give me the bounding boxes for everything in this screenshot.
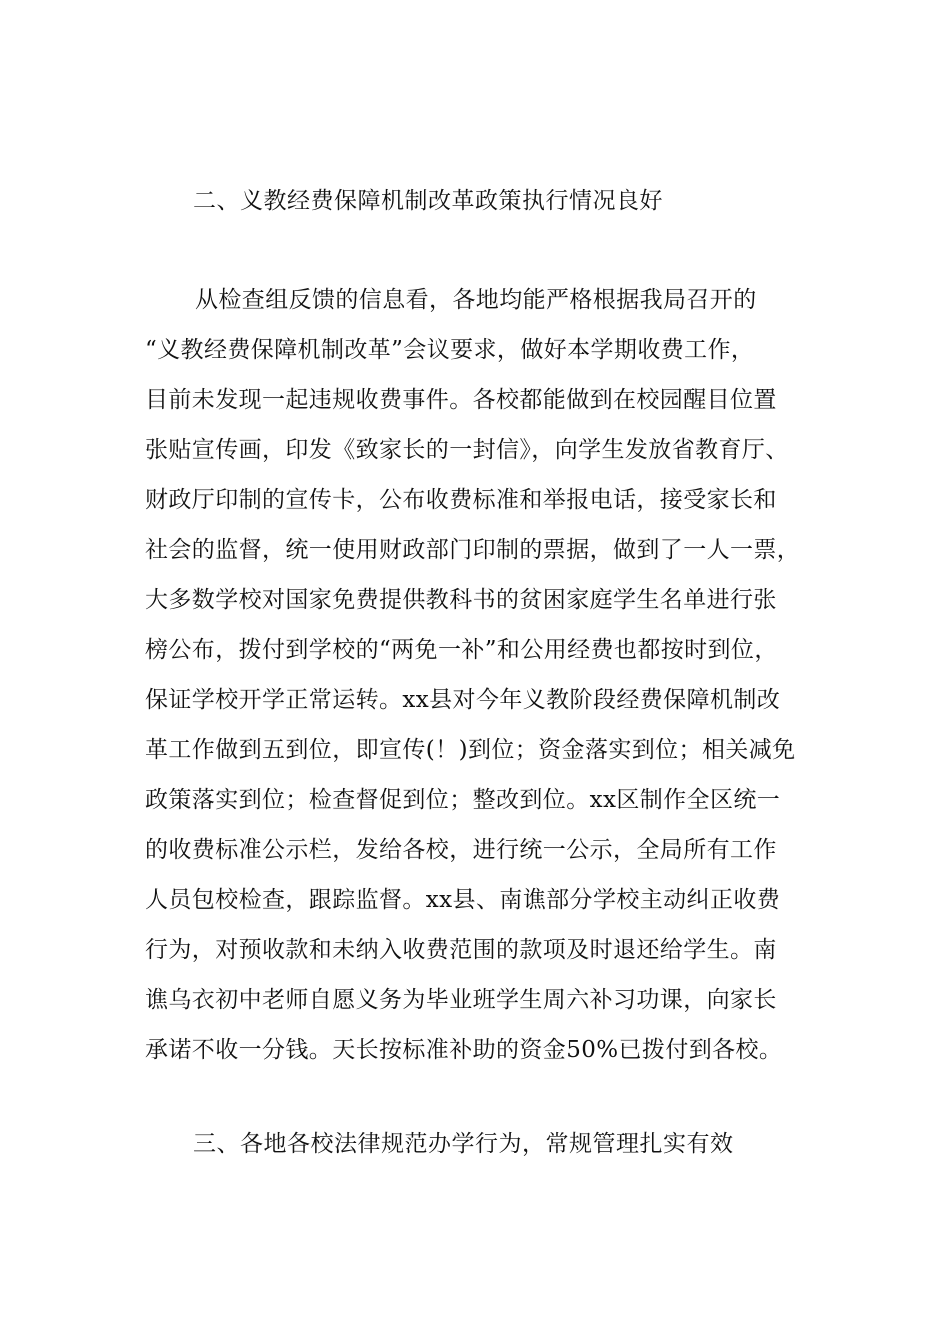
paragraph-line: 承诺不收一分钱。天长按标准补助的资金50%已拨付到各校。 [145, 1037, 783, 1063]
paragraph-line: 社会的监督，统一使用财政部门印制的票据，做到了一人一票， [145, 537, 801, 563]
paragraph-line: 榜公布，拨付到学校的“两免一补”和公用经费也都按时到位， [145, 637, 778, 663]
paragraph-line: 财政厅印制的宣传卡，公布收费标准和举报电话，接受家长和 [145, 487, 777, 513]
paragraph-line: 的收费标准公示栏，发给各校，进行统一公示，全局所有工作 [145, 837, 777, 863]
paragraph-line: “义教经费保障机制改革”会议要求，做好本学期收费工作， [145, 337, 755, 363]
paragraph-line: 谯乌衣初中老师自愿义务为毕业班学生周六补习功课，向家长 [145, 987, 777, 1013]
paragraph-line: 大多数学校对国家免费提供教科书的贫困家庭学生名单进行张 [145, 587, 777, 613]
paragraph-line: 张贴宣传画，印发《致家长的一封信》，向学生发放省教育厅、 [145, 437, 789, 463]
section-heading-2: 二、义教经费保障机制改革政策执行情况良好 [193, 188, 663, 214]
paragraph-line: 目前未发现一起违规收费事件。各校都能做到在校园醒目位置 [145, 387, 777, 413]
paragraph-line: 人员包校检查，跟踪监督。xx县、南谯部分学校主动纠正收费 [145, 887, 781, 913]
paragraph-line: 从检查组反馈的信息看，各地均能严格根据我局召开的 [195, 287, 757, 313]
paragraph-line: 行为，对预收款和未纳入收费范围的款项及时退还给学生。南 [145, 937, 777, 963]
paragraph-line: 保证学校开学正常运转。xx县对今年义教阶段经费保障机制改 [145, 687, 781, 713]
paragraph-line: 政策落实到位；检查督促到位；整改到位。xx区制作全区统一 [145, 787, 781, 813]
paragraph-line: 革工作做到五到位，即宣传(！)到位；资金落实到位；相关减免 [145, 737, 796, 763]
section-heading-3: 三、各地各校法律规范办学行为，常规管理扎实有效 [193, 1131, 734, 1157]
